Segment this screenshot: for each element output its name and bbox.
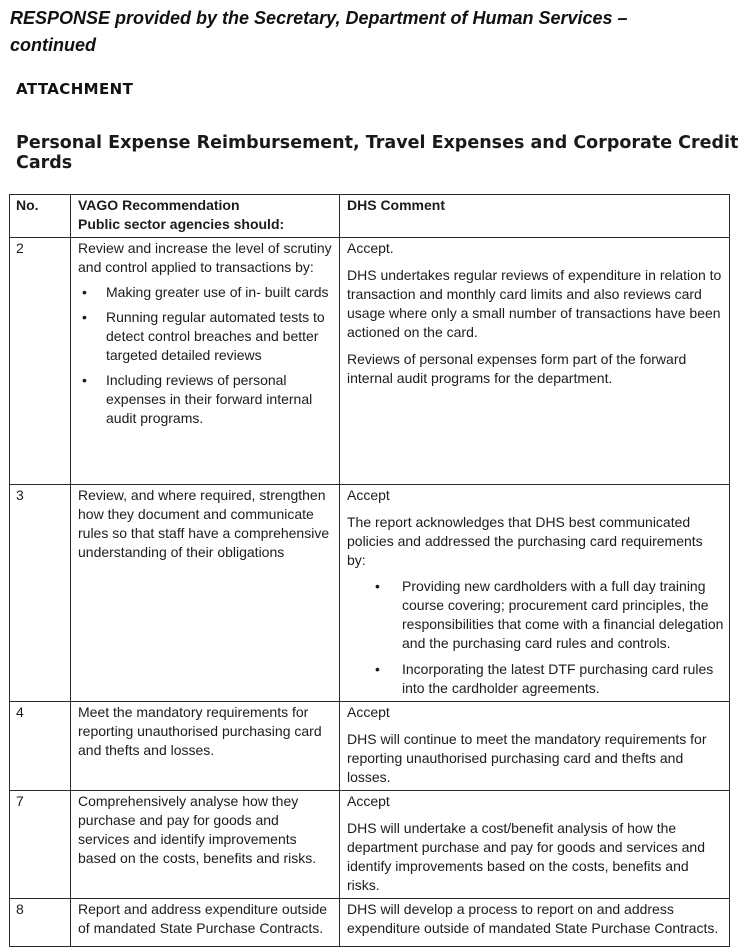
comment-status: Accept. bbox=[347, 240, 394, 256]
table-row bbox=[10, 899, 730, 947]
comment-cell bbox=[340, 485, 730, 702]
header-comment: DHS Comment bbox=[340, 195, 730, 238]
table-row bbox=[10, 702, 730, 791]
comment-paragraph: DHS will undertake a cost/benefit analysis of how the department purchase and pay for goods and services and identify improvements based on the costs, benefits and risks. bbox=[347, 820, 706, 893]
comment-status: Accept bbox=[347, 704, 390, 720]
bullet-item: • Including reviews of personal expenses in their forward internal audit programs. bbox=[78, 371, 334, 428]
document-header bbox=[10, 5, 710, 59]
comment-cell bbox=[340, 238, 730, 485]
recommendation-cell bbox=[71, 485, 340, 702]
comment-cell bbox=[340, 702, 730, 791]
recommendation-cell bbox=[71, 702, 340, 791]
comment-paragraph: Reviews of personal expenses form part of the forward internal audit programs for the department. bbox=[347, 351, 687, 386]
header-no: No. bbox=[10, 195, 71, 238]
recommendation-cell bbox=[71, 238, 340, 485]
comment-bullets bbox=[347, 577, 724, 698]
recommendation-text: Meet the mandatory requirements for reporting unauthorised purchasing card and thefts and losses. bbox=[78, 704, 322, 758]
header-line-2: continued bbox=[10, 35, 96, 55]
bullet-item: • Making greater use of in- built cards bbox=[78, 283, 334, 302]
row-number: 4 bbox=[10, 702, 71, 791]
recommendation-cell bbox=[71, 791, 340, 899]
recommendation-text: Review, and where required, strengthen how they document and communicate rules so that staff have a comprehensive understanding of their obligations bbox=[78, 487, 330, 560]
comment-cell bbox=[340, 791, 730, 899]
row-number: 8 bbox=[10, 899, 71, 947]
header-rec-title: VAGO Recommendation bbox=[78, 197, 240, 213]
comment-status: Accept bbox=[347, 487, 390, 503]
row-number: 2 bbox=[10, 238, 71, 485]
recommendations-table bbox=[9, 194, 730, 947]
table-header-row bbox=[10, 195, 730, 238]
table-row bbox=[10, 485, 730, 702]
row-number: 7 bbox=[10, 791, 71, 899]
comment-paragraph: DHS will continue to meet the mandatory requirements for reporting unauthorised purchasing card and thefts and losses. bbox=[347, 731, 707, 785]
recommendation-text: Review and increase the level of scrutiny and control applied to transactions by: bbox=[78, 240, 332, 275]
recommendation-text: Report and address expenditure outside of mandated State Purchase Contracts. bbox=[78, 901, 328, 936]
recommendation-cell bbox=[71, 899, 340, 947]
row-number: 3 bbox=[10, 485, 71, 702]
section-title: Personal Expense Reimbursement, Travel Expenses and Corporate Credit Cards bbox=[16, 133, 739, 173]
header-rec-subtitle: Public sector agencies should: bbox=[78, 216, 285, 232]
comment-paragraph: DHS undertakes regular reviews of expenditure in relation to transaction and monthly card limits and also reviews card usage where only a small number of transactions have been actioned on the card. bbox=[347, 267, 722, 340]
recommendation-bullets bbox=[78, 283, 334, 428]
comment-paragraph: The report acknowledges that DHS best communicated policies and addressed the purchasing card requirements by: bbox=[347, 514, 703, 568]
header-line-1: RESPONSE provided by the Secretary, Department of Human Services – bbox=[10, 8, 628, 28]
bullet-item: • Running regular automated tests to detect control breaches and better targeted detailed reviews bbox=[78, 308, 334, 365]
table-row bbox=[10, 791, 730, 899]
header-recommendation bbox=[71, 195, 340, 238]
recommendation-text: Comprehensively analyse how they purchase and pay for goods and services and identify improvements based on the costs, benefits and risks. bbox=[78, 793, 317, 866]
bullet-item: • Incorporating the latest DTF purchasing card rules into the cardholder agreements. bbox=[347, 660, 724, 698]
attachment-label: ATTACHMENT bbox=[16, 80, 134, 98]
comment-status: Accept bbox=[347, 793, 390, 809]
table-row bbox=[10, 238, 730, 485]
comment-cell bbox=[340, 899, 730, 947]
comment-text: DHS will develop a process to report on and address expenditure outside of mandated State Purchase Contracts. bbox=[347, 901, 719, 936]
bullet-item: • Providing new cardholders with a full day training course covering; procurement card principles, the responsibilities that come with a financial delegation and the purchasing card rules and controls. bbox=[347, 577, 724, 653]
